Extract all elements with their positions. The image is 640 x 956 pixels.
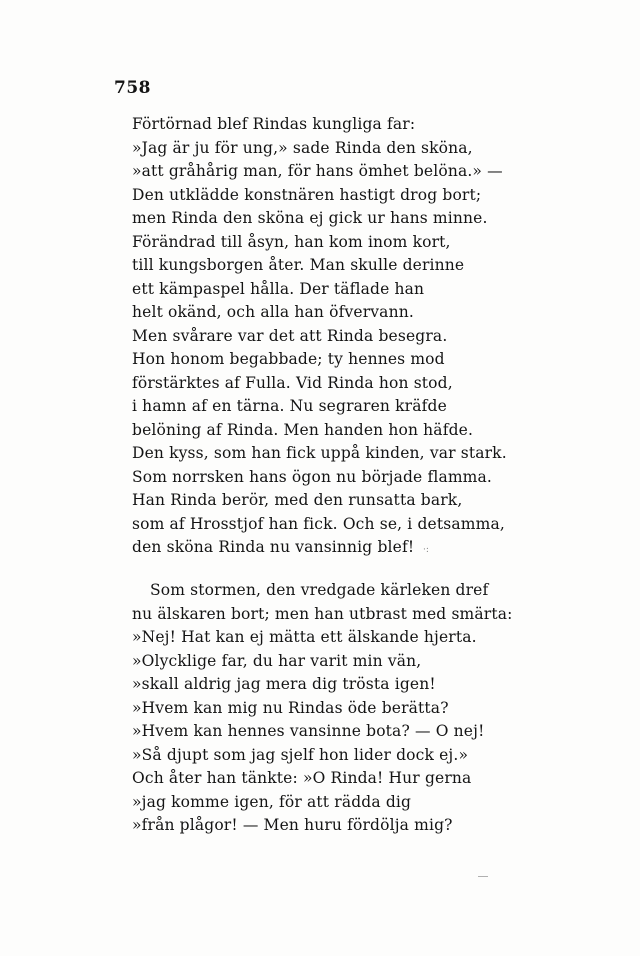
- verse-line: »Jag är ju för ung,» sade Rinda den sköna,: [132, 138, 473, 157]
- verse-line: »Olycklige far, du har varit min vän,: [132, 651, 422, 670]
- verse-line: belöning af Rinda. Men handen hon häfde.: [132, 420, 474, 439]
- verse-line: »Så djupt som jag sjelf hon lider dock ej.»: [132, 745, 469, 764]
- verse-line: Den utklädde konstnären hastigt drog bort;: [132, 185, 482, 204]
- verse-line: »från plågor! — Men huru fördölja mig?: [132, 816, 453, 834]
- verse-line: i hamn af en tärna. Nu segraren kräfde: [132, 397, 447, 415]
- verse-line: som af Hrosstjof han fick. Och se, i detsamma,: [132, 514, 505, 533]
- verse-line: Förändrad till åsyn, han kom inom kort,: [132, 232, 451, 251]
- verse-line: förstärktes af Fulla. Vid Rinda hon stod,: [132, 373, 453, 392]
- verse-line: »Nej! Hat kan ej mätta ett älskande hjerta.: [132, 628, 477, 646]
- verse-line: Och åter han tänkte: »O Rinda! Hur gerna: [132, 769, 472, 787]
- verse-line: »jag komme igen, för att rädda dig: [132, 792, 412, 811]
- paper-smudge: [478, 876, 488, 877]
- verse-line: den sköna Rinda nu vansinnig blef!: [132, 538, 415, 556]
- stanza-1: [132, 113, 522, 560]
- verse-line: helt okänd, och alla han öfvervann.: [132, 303, 414, 321]
- verse-line: nu älskaren bort; men han utbrast med smärta:: [132, 604, 513, 623]
- page-number: 758: [114, 78, 151, 98]
- verse-line: ett kämpaspel hålla. Der täflade han: [132, 279, 425, 298]
- verse-line: till kungsborgen åter. Man skulle derinne: [132, 256, 465, 274]
- verse-line: Som norrsken hans ögon nu började flamma.: [132, 467, 492, 486]
- verse-line: Som stormen, den vredgade kärleken dref: [150, 581, 489, 599]
- verse-line: Hon honom begabbade; ty hennes mod: [132, 350, 445, 368]
- stanza-2: [132, 579, 522, 838]
- verse-line: Han Rinda berör, med den runsatta bark,: [132, 491, 463, 509]
- verse-line: Den kyss, som han fick uppå kinden, var stark.: [132, 444, 507, 462]
- verse-line: »skall aldrig jag mera dig trösta igen!: [132, 675, 436, 693]
- verse-line: »att gråhårig man, för hans ömhet belöna.» —: [132, 162, 503, 180]
- verse-line: men Rinda den sköna ej gick ur hans minne.: [132, 209, 488, 227]
- verse-line: »Hvem kan mig nu Rindas öde berätta?: [132, 698, 449, 717]
- verse-line: »Hvem kan hennes vansinne bota? — O nej!: [132, 722, 485, 740]
- stray-ink-mark: ·:: [423, 545, 429, 555]
- verse-line: Förtörnad blef Rindas kungliga far:: [132, 115, 416, 133]
- verse-line: Men svårare var det att Rinda besegra.: [132, 326, 448, 345]
